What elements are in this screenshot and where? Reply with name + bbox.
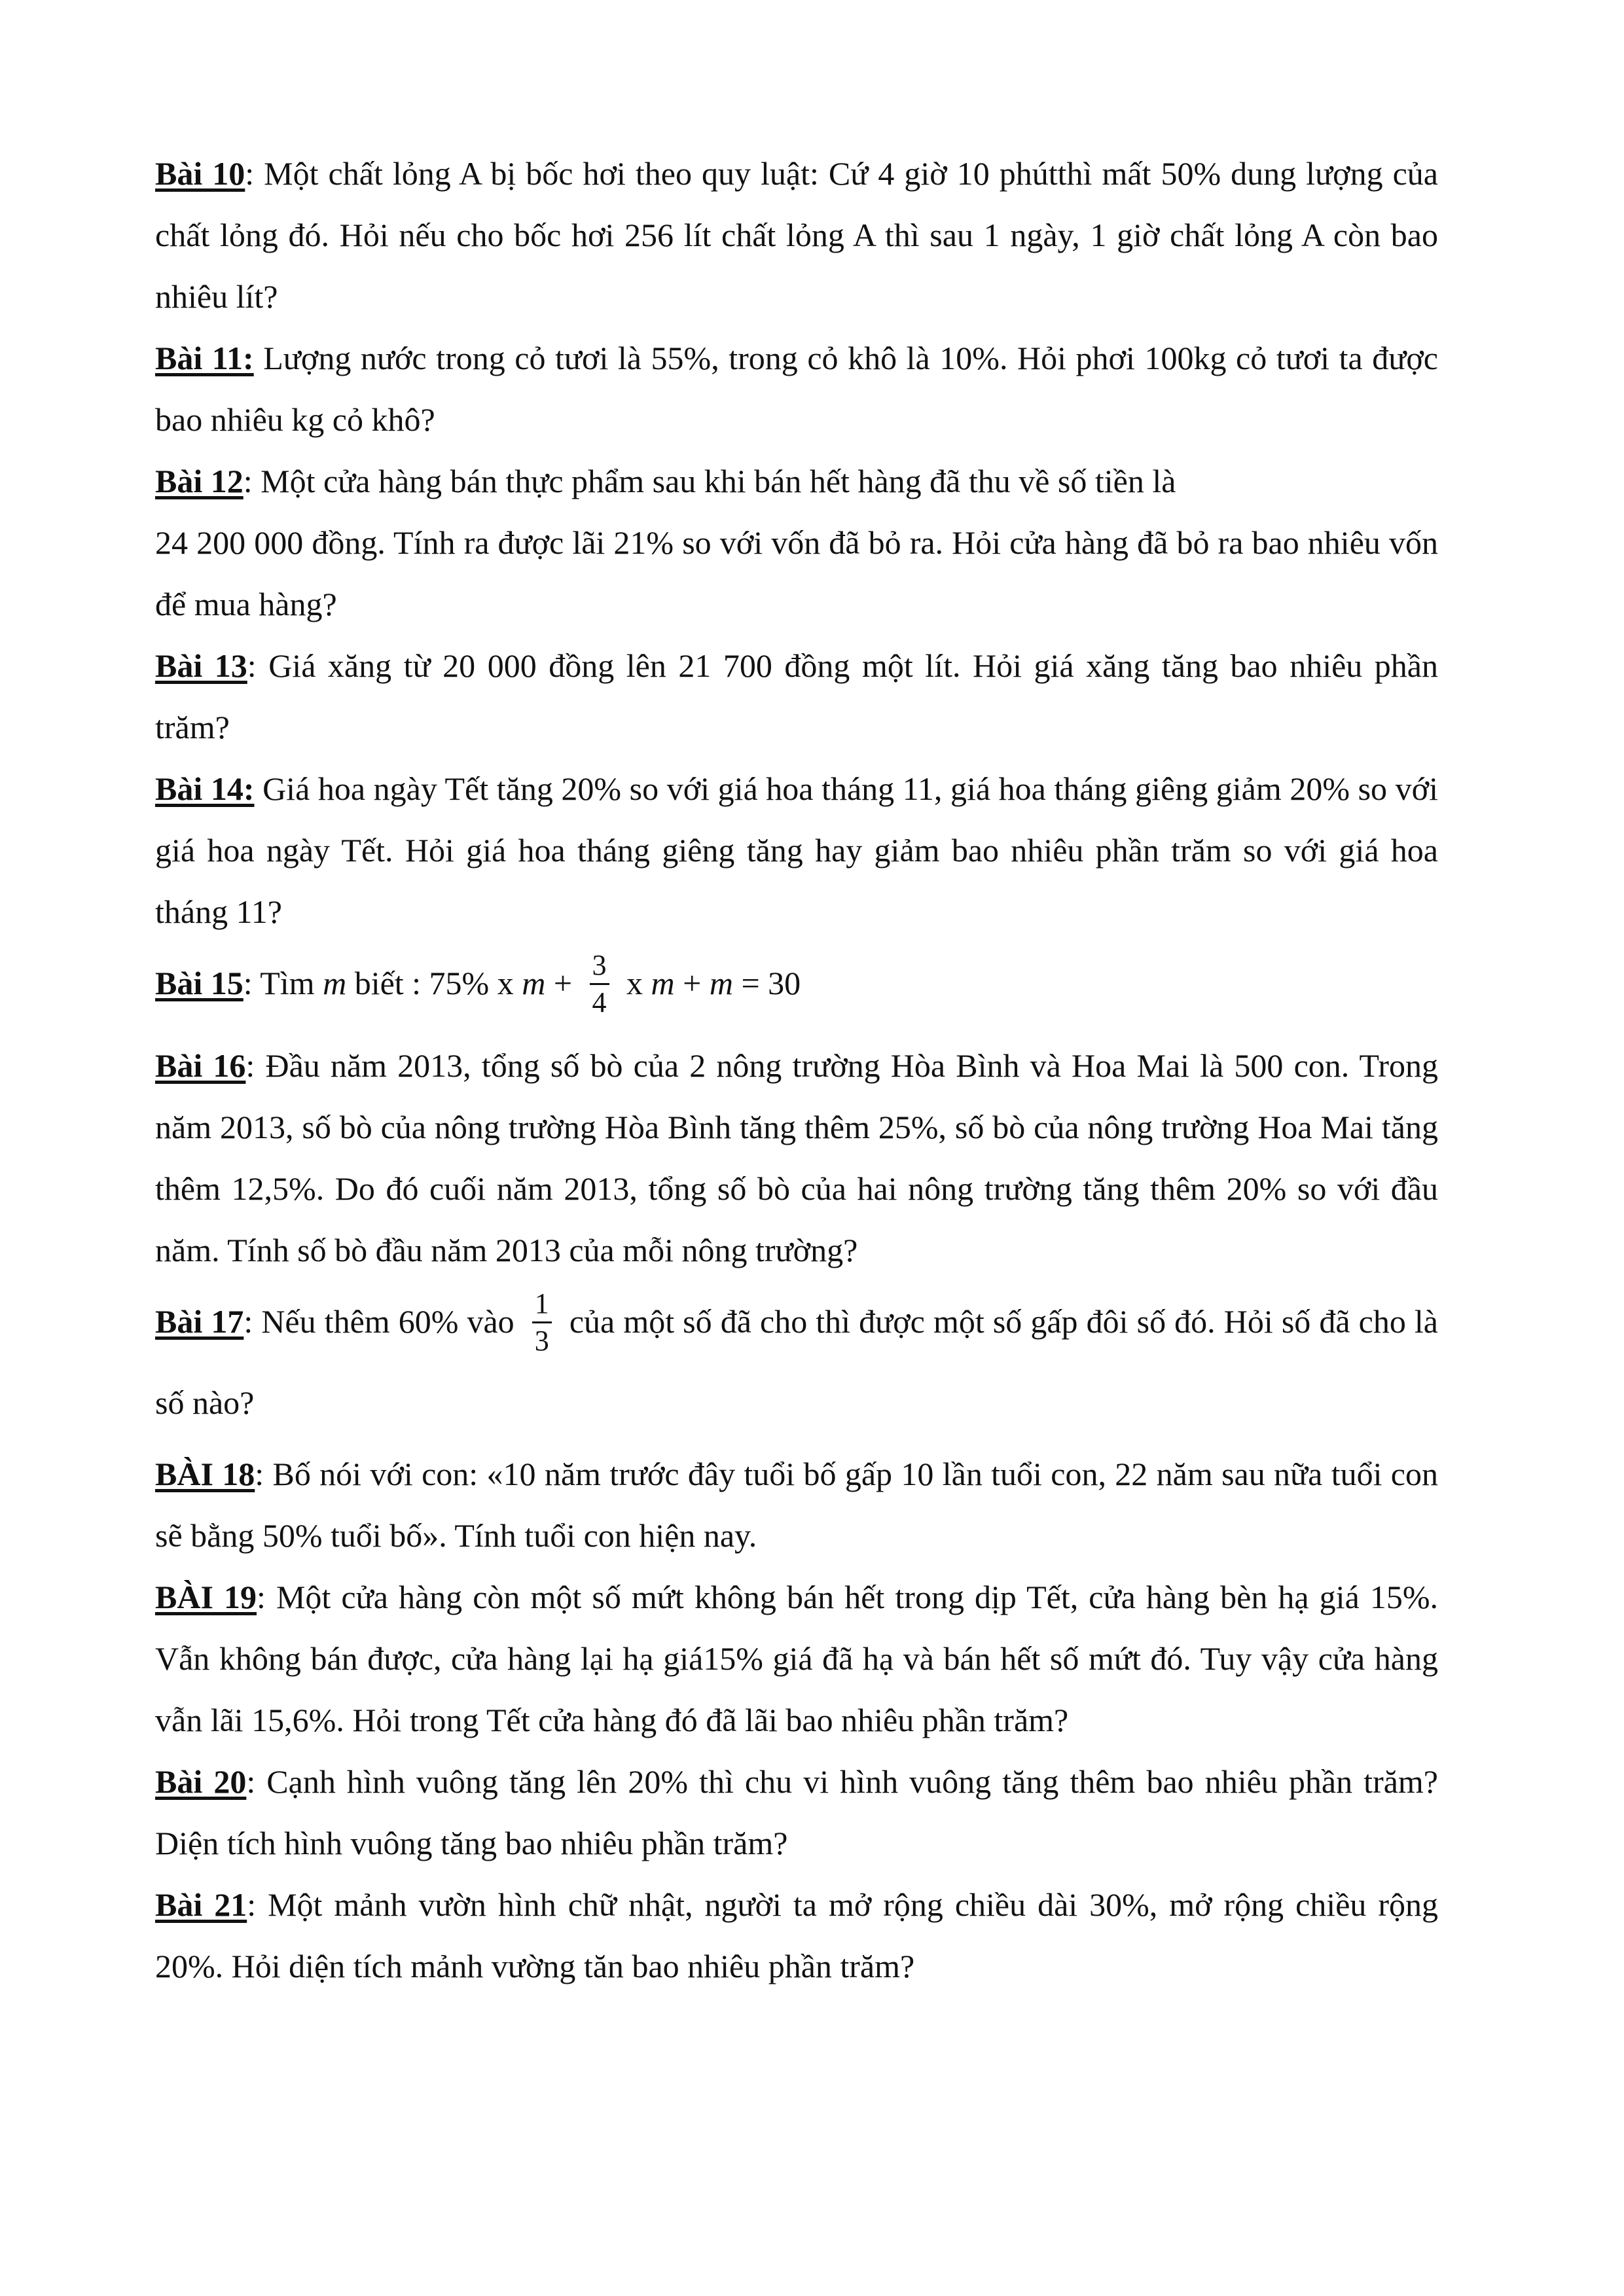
problem-21 (155, 1874, 1438, 1997)
problem-label: Bài 21 (155, 1886, 247, 1923)
problem-19 (155, 1566, 1438, 1751)
problem-16 (155, 1035, 1438, 1281)
problem-13 (155, 635, 1438, 758)
problem-18 (155, 1443, 1438, 1566)
problem-first-line (155, 463, 1176, 499)
fraction-denominator: 4 (592, 986, 607, 1018)
problem-text-part: của một số đã cho thì được một số gấp đôi số đó. Hỏi số đã cho là số nào? (155, 1303, 1438, 1421)
problem-10 (155, 143, 1438, 327)
problem-label: BÀI 18 (155, 1456, 255, 1492)
problem-label: Bài 16 (155, 1047, 246, 1084)
problem-label: Bài 14: (155, 770, 255, 807)
fraction-numerator: 3 (590, 949, 609, 985)
fraction-numerator: 1 (532, 1287, 552, 1323)
problem-text: : Đầu năm 2013, tổng số bò của 2 nông trường Hòa Bình và Hoa Mai là 500 con. Trong năm 2013, số bò của nông trường Hòa Bình tăng thêm 25%, số bò của nông trường Hoa Mai tăng thêm 12,5%. Do đó cuối năm 2013, tổng số bò của hai nông trường tăng thêm 20% so với đầu năm. Tính số bò đầu năm 2013 của mỗi nông trường? (155, 1047, 1438, 1268)
equation-part: = 30 (732, 964, 801, 1001)
problem-text-line1: : Một cửa hàng bán thực phẩm sau khi bán hết hàng đã thu về số tiền là (243, 463, 1176, 499)
problem-label: Bài 11: (155, 340, 254, 376)
problem-text: : Một mảnh vườn hình chữ nhật, người ta mở rộng chiều dài 30%, mở rộng chiều rộng 20%. Hỏi diện tích mảnh vường tăn bao nhiêu phần trăm? (155, 1886, 1438, 1984)
problem-12 (155, 450, 1438, 635)
problem-label: Bài 17 (155, 1303, 244, 1340)
fraction-three-quarters (590, 949, 609, 1019)
equation-part: + (674, 964, 710, 1001)
equation-part: x (618, 964, 651, 1001)
variable-m: m (522, 964, 546, 1001)
problem-text: : Cạnh hình vuông tăng lên 20% thì chu vi hình vuông tăng thêm bao nhiêu phần trăm? Diện tích hình vuông tăng bao nhiêu phần trăm? (155, 1763, 1438, 1861)
worksheet-page (155, 143, 1438, 1997)
problem-11 (155, 327, 1438, 450)
problem-17 (155, 1281, 1438, 1443)
problem-text: : Giá xăng từ 20 000 đồng lên 21 700 đồng một lít. Hỏi giá xăng tăng bao nhiêu phần trăm? (155, 647, 1438, 745)
problem-label: Bài 13 (155, 647, 247, 684)
fraction-one-third (532, 1287, 552, 1357)
problem-20 (155, 1751, 1438, 1874)
problem-text: 24 200 000 đồng. Tính ra được lãi 21% so với vốn đã bỏ ra. Hỏi cửa hàng đã bỏ ra bao nhiêu vốn để mua hàng? (155, 524, 1438, 622)
problem-14 (155, 758, 1438, 942)
problem-text-part: : Nếu thêm 60% vào (244, 1303, 523, 1340)
variable-m: m (709, 964, 733, 1001)
problem-label: Bài 12 (155, 463, 244, 499)
problem-text: Lượng nước trong cỏ tươi là 55%, trong cỏ khô là 10%. Hỏi phơi 100kg cỏ tươi ta được bao nhiêu kg cỏ khô? (155, 340, 1438, 438)
problem-label: Bài 15 (155, 964, 244, 1001)
problem-label: BÀI 19 (155, 1579, 257, 1615)
problem-text: : Một chất lỏng A bị bốc hơi theo quy luật: Cứ 4 giờ 10 phútthì mất 50% dung lượng của chất lỏng đó. Hỏi nếu cho bốc hơi 256 lít chất lỏng A thì sau 1 ngày, 1 giờ chất lỏng A còn bao nhiêu lít? (155, 155, 1438, 315)
fraction-denominator: 3 (534, 1325, 549, 1357)
variable-m: m (323, 964, 347, 1001)
problem-text: Giá hoa ngày Tết tăng 20% so với giá hoa tháng 11, giá hoa tháng giêng giảm 20% so với giá hoa ngày Tết. Hỏi giá hoa tháng giêng tăng hay giảm bao nhiêu phần trăm so với giá hoa tháng 11? (155, 770, 1438, 930)
equation-part: : Tìm (243, 964, 323, 1001)
equation-part: + (545, 964, 581, 1001)
problem-text: : Bố nói với con: «10 năm trước đây tuổi bố gấp 10 lần tuổi con, 22 năm sau nữa tuổi con sẽ bằng 50% tuổi bố». Tính tuổi con hiện nay. (155, 1456, 1439, 1554)
problem-label: Bài 10 (155, 155, 245, 192)
equation-part: biết : 75% x (346, 964, 522, 1001)
problem-15 (155, 942, 1438, 1035)
problem-label: Bài 20 (155, 1763, 247, 1800)
problem-text: : Một cửa hàng còn một số mứt không bán hết trong dịp Tết, cửa hàng bèn hạ giá 15%. Vẫn không bán được, cửa hàng lại hạ giá15% giá đã hạ và bán hết số mứt đó. Tuy vậy cửa hàng vẫn lãi 15,6%. Hỏi trong Tết cửa hàng đó đã lãi bao nhiêu phần trăm? (155, 1579, 1438, 1738)
variable-m: m (651, 964, 675, 1001)
